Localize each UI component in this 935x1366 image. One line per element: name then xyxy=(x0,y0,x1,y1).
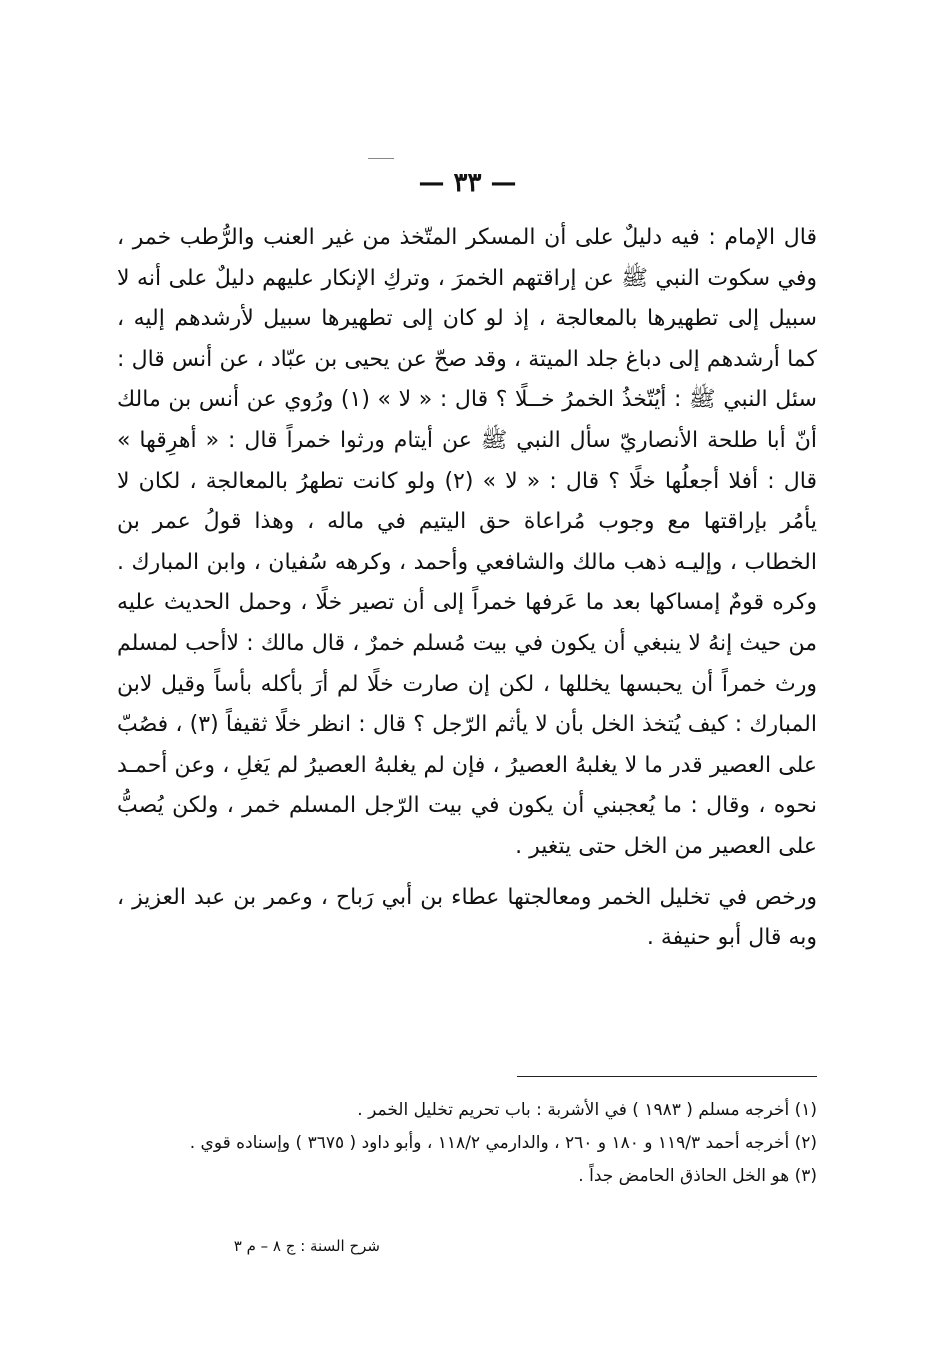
page-number: — ٣٣ — xyxy=(418,168,517,198)
footnote-2: (٢) أخرجه أحمد ١١٩/٣ و ١٨٠ و ٢٦٠ ، والدارمي ١١٨/٢ ، وأبو داود ( ٣٦٧٥ ) وإسناده قوي . xyxy=(189,1133,817,1153)
source-signature: شرح السنة : ج ٨ – م ٣ xyxy=(233,1237,380,1255)
footnotes xyxy=(117,1094,817,1193)
scan-mark xyxy=(368,158,394,159)
paragraph: قال الإمام : فيه دليلٌ على أن المسكر المتّخذ من غير العنب والرُّطب خمر ، وفي سكوت النبي ﷺ عن إراقتهم الخمرَ ، وتركِ الإنكار عليهم دليلٌ على أنه لا سبيل إلى تطهيرها بالمعالجة ، إذ لو كان إلى تطهيرها سبيل لأرشدهم إليه ، كما أرشدهم إلى دباغ جلد الميتة ، وقد صحّ عن يحيى بن عبّاد ، عن أنس قال : سئل النبي ﷺ : أيُتّخذُ الخمرُ خــلًا ؟ قال : « لا » (١) ورُوي عن أنس بن مالك أنّ أبا طلحة الأنصاريّ سأل النبي ﷺ عن أيتام ورثوا خمراً قال : « أهرِقها » قال : أفلا أجعلُها خلًا ؟ قال : « لا » (٢) ولو كانت تطهرُ بالمعالجة ، لكان لا يأمُر بإراقتها مع وجوب مُراعاة حق اليتيم في ماله ، وهذا قولُ عمر بن الخطاب ، وإليـه ذهب مالك والشافعي وأحمد ، وكرهه سُفيان ، وابن المبارك . وكره قومٌ إمساكها بعد ما عَرفها خمراً إلى أن تصير خلًا ، وحمل الحديث عليه من حيث إنهُ لا ينبغي أن يكون في بيت مُسلم خمرٌ ، قال مالك : لاأحب لمسلم ورث خمراً أن يحبسها يخللها ، لكن إن صارت خلًا لم أرَ بأكله بأساً وقيل لابن المبارك : كيف يُتخذ الخل بأن لا يأثم الرّجل ؟ قال : انظر خلًا ثقيفاً (٣) ، فصُبّ على العصير قدر ما لا يغلبهُ العصيرُ ، فإن لم يغلبهُ العصيرُ لم يَغلِ ، وعن أحمـد نحوه ، وقال : ما يُعجبني أن يكون في بيت الرّجل المسلم خمر ، ولكن يُصبُّ على العصير من الخل حتى يتغير . xyxy=(117,225,818,859)
paragraph: ورخص في تخليل الخمر ومعالجتها عطاء بن أبي رَباح ، وعمر بن عبد العزيز ، وبه قال أبو حنيفة . xyxy=(117,884,817,951)
footnote-3: (٣) هو الخل الحاذق الحامض جداً . xyxy=(578,1166,817,1186)
footnote-1: (١) أخرجه مسلم ( ١٩٨٣ ) في الأشربة : باب تحريم تخليل الخمر . xyxy=(357,1100,817,1120)
footnote-divider xyxy=(517,1076,817,1077)
main-text xyxy=(117,218,817,959)
